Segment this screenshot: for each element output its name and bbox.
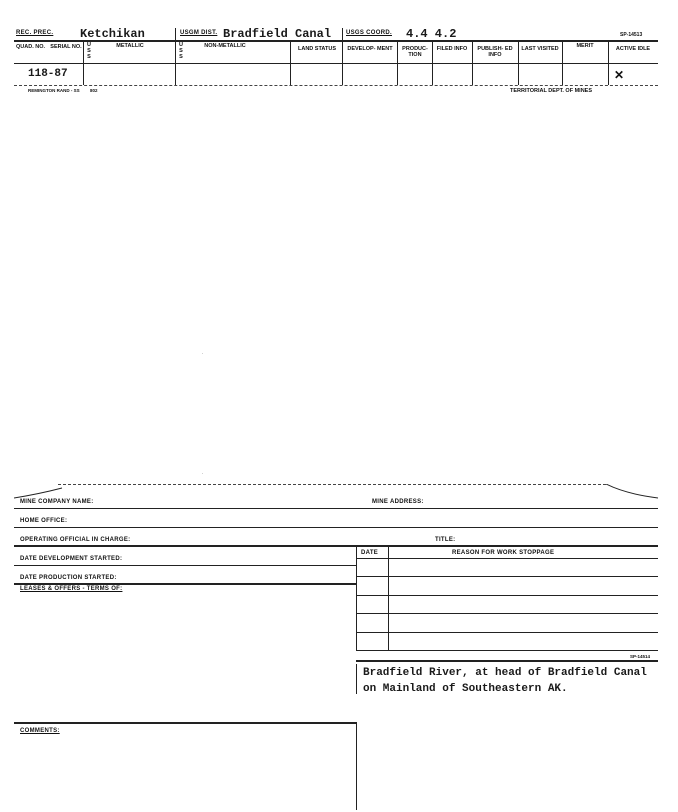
column-divider xyxy=(397,40,398,85)
col-non-metallic: NON-METALLIC xyxy=(204,43,246,49)
usgs-coord-label: USGS COORD. xyxy=(346,30,392,36)
usgm-dist-value: Bradfield Canal xyxy=(223,27,332,41)
table-row-line xyxy=(356,650,658,651)
usgs-coord-value: 4.4 4.2 xyxy=(406,27,457,41)
card-edge-curve xyxy=(14,486,64,500)
header-divider xyxy=(175,28,176,40)
col-quad-no: QUAD. NO. xyxy=(16,44,46,50)
column-divider xyxy=(608,40,609,85)
form-line xyxy=(356,660,658,662)
table-date-divider xyxy=(388,545,389,650)
column-divider xyxy=(432,40,433,85)
column-divider xyxy=(518,40,519,85)
col-development: DEVELOP- MENT xyxy=(347,46,393,52)
col-serial-no: SERIAL NO. xyxy=(50,44,82,50)
col-last-visited: LAST VISITED xyxy=(521,46,559,52)
col-active-idle: ACTIVE IDLE xyxy=(615,46,651,52)
mine-company-name-label: MINE COMPANY NAME: xyxy=(20,499,94,505)
table-row-line xyxy=(356,595,658,596)
location-line-1: Bradfield River, at head of Bradfield Canal xyxy=(363,667,647,679)
form-line xyxy=(14,722,356,724)
active-idle-mark: ✕ xyxy=(614,68,625,82)
col-uss-1: U S S xyxy=(87,42,91,60)
department-label: TERRITORIAL DEPT. OF MINES xyxy=(510,88,592,94)
column-divider xyxy=(342,40,343,85)
date-column-header: DATE xyxy=(361,550,379,556)
column-divider xyxy=(562,40,563,85)
column-divider xyxy=(290,40,291,85)
location-line-2: on Mainland of Southeastern AK. xyxy=(363,683,568,695)
column-divider xyxy=(175,40,176,85)
perforation-line xyxy=(58,484,606,485)
form-line xyxy=(14,508,658,509)
column-divider xyxy=(83,40,84,85)
rec-prec-value: Ketchikan xyxy=(80,27,145,41)
card-edge-curve xyxy=(606,484,660,500)
mine-address-label: MINE ADDRESS: xyxy=(372,499,424,505)
reason-column-header: REASON FOR WORK STOPPAGE xyxy=(452,550,555,556)
col-published-info: PUBLISH- ED INFO xyxy=(477,46,513,58)
rec-prec-label: REC. PREC. xyxy=(16,30,54,36)
title-label: TITLE: xyxy=(435,537,456,543)
home-office-label: HOME OFFICE: xyxy=(20,518,68,524)
comments-divider xyxy=(356,722,357,810)
form-line xyxy=(14,565,356,566)
col-uss-2: U S S xyxy=(179,42,183,60)
col-metallic: METALLIC xyxy=(116,43,144,49)
col-merit: MERIT xyxy=(576,43,594,49)
table-row-line xyxy=(356,613,658,614)
date-production-label: DATE PRODUCTION STARTED: xyxy=(20,575,117,581)
form-line xyxy=(14,545,658,547)
col-production: PRODUC- TION xyxy=(402,46,428,58)
date-development-label: DATE DEVELOPMENT STARTED: xyxy=(20,556,123,562)
form-line xyxy=(14,583,356,585)
quad-serial-value: 118-87 xyxy=(28,68,68,80)
comments-label: COMMENTS: xyxy=(20,728,60,734)
column-divider xyxy=(472,40,473,85)
col-filed-info: FILED INFO xyxy=(436,46,468,52)
table-left-border xyxy=(356,664,357,694)
table-row-line xyxy=(356,576,658,577)
col-land-status: LAND STATUS xyxy=(298,46,336,52)
form-number-2: SP-14514 xyxy=(630,654,651,659)
usgm-dist-label: USGM DIST. xyxy=(180,30,218,36)
header-divider xyxy=(342,28,343,40)
operating-official-label: OPERATING OFFICIAL IN CHARGE: xyxy=(20,537,131,543)
printer-label: REMINGTON RAND - SS xyxy=(28,88,80,93)
table-row-line xyxy=(356,558,658,559)
row-bottom-rule xyxy=(14,85,658,86)
form-line xyxy=(14,527,658,528)
form-number: SP-14513 xyxy=(620,32,643,38)
speck: · xyxy=(202,351,204,356)
table-left-border xyxy=(356,545,357,650)
table-row-line xyxy=(356,632,658,633)
leases-offers-label: LEASES & OFFERS - TERMS OF: xyxy=(20,586,123,592)
printer-code: 802 xyxy=(90,88,98,93)
speck: · xyxy=(202,471,204,476)
